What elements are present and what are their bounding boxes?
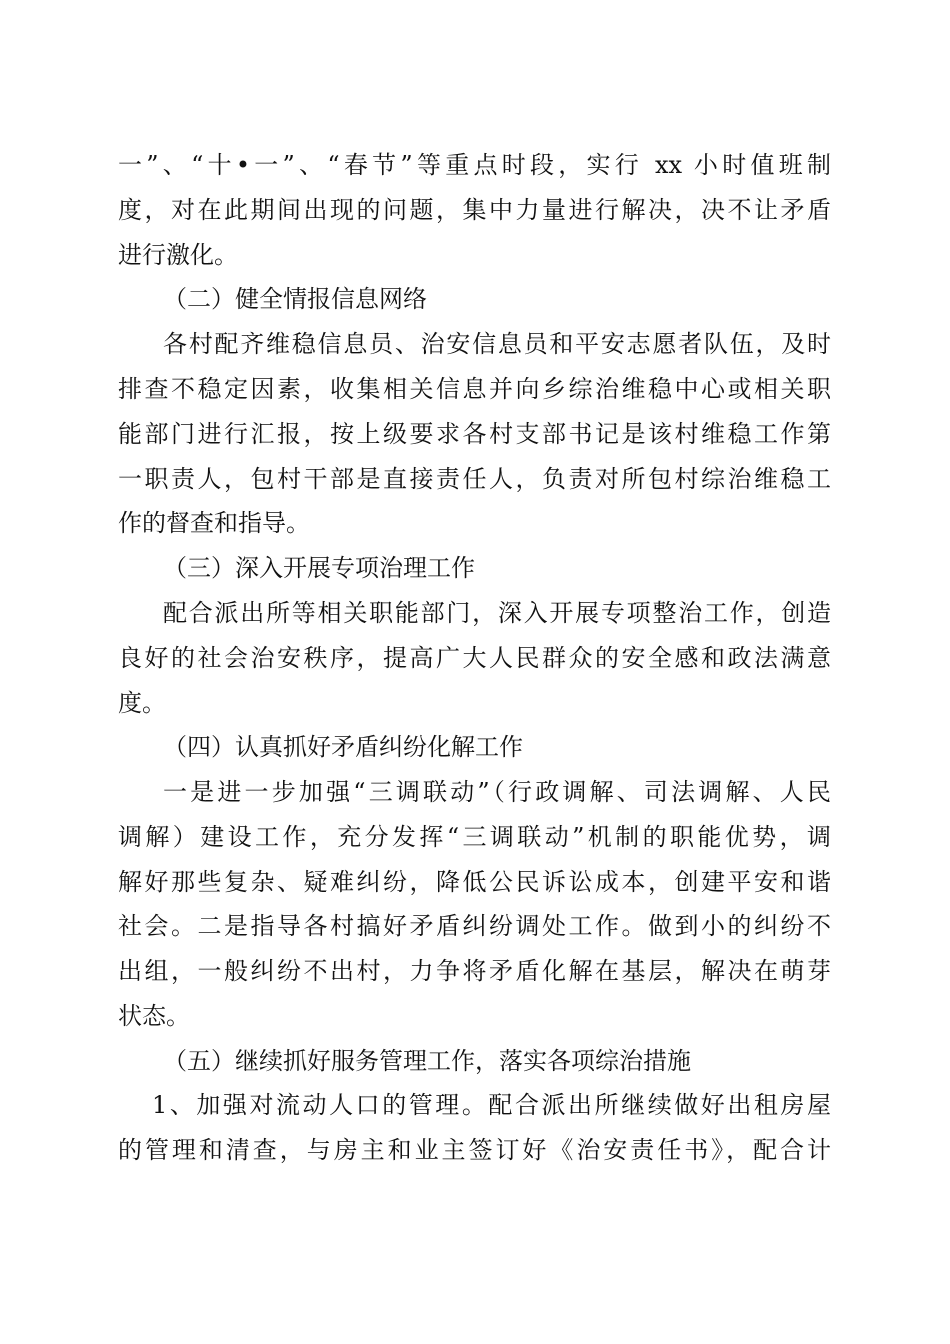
text-line: 的管理和清查，与房主和业主签订好《治安责任书》，配合计 bbox=[118, 1136, 831, 1164]
text-line: 出组，一般纠纷不出村，力争将矛盾化解在基层，解决在萌芽 bbox=[118, 957, 831, 985]
text-line: 各村配齐维稳信息员、治安信息员和平安志愿者队伍，及时 bbox=[163, 330, 831, 358]
text-line: 社会。二是指导各村搞好矛盾纠纷调处工作。做到小的纠纷不 bbox=[118, 912, 831, 940]
text-line: 状态。 bbox=[118, 1002, 190, 1030]
text-line: 一是进一步加强“三调联动”（行政调解、司法调解、人民 bbox=[163, 778, 831, 806]
text-line: 度，对在此期间出现的问题，集中力量进行解决，决不让矛盾 bbox=[118, 196, 831, 224]
text-line: 进行激化。 bbox=[118, 241, 238, 269]
text-line: 作的督查和指导。 bbox=[118, 509, 310, 537]
text-line: 一职责人，包村干部是直接责任人，负责对所包村综治维稳工 bbox=[118, 465, 831, 493]
text-line: 一”、“十•一”、“春节”等重点时段，实行 xx 小时值班制 bbox=[118, 151, 831, 179]
section-heading: （五）继续抓好服务管理工作，落实各项综治措施 bbox=[163, 1047, 691, 1075]
text-line: 度。 bbox=[118, 689, 166, 717]
text-line: 排查不稳定因素，收集相关信息并向乡综治维稳中心或相关职 bbox=[118, 375, 831, 403]
section-heading: （四）认真抓好矛盾纠纷化解工作 bbox=[163, 733, 523, 761]
text-line: 能部门进行汇报，按上级要求各村支部书记是该村维稳工作第 bbox=[118, 420, 831, 448]
text-line: 解好那些复杂、疑难纠纷，降低公民诉讼成本，创建平安和谐 bbox=[118, 868, 831, 896]
text-line: 配合派出所等相关职能部门，深入开展专项整治工作，创造 bbox=[163, 599, 831, 627]
text-line: 调解）建设工作，充分发挥“三调联动”机制的职能优势，调 bbox=[118, 823, 831, 851]
section-heading: （二）健全情报信息网络 bbox=[163, 285, 427, 313]
section-heading: （三）深入开展专项治理工作 bbox=[163, 554, 475, 582]
text-line: 1、加强对流动人口的管理。配合派出所继续做好出租房屋 bbox=[152, 1091, 831, 1119]
text-line: 良好的社会治安秩序，提高广大人民群众的安全感和政法满意 bbox=[118, 644, 831, 672]
